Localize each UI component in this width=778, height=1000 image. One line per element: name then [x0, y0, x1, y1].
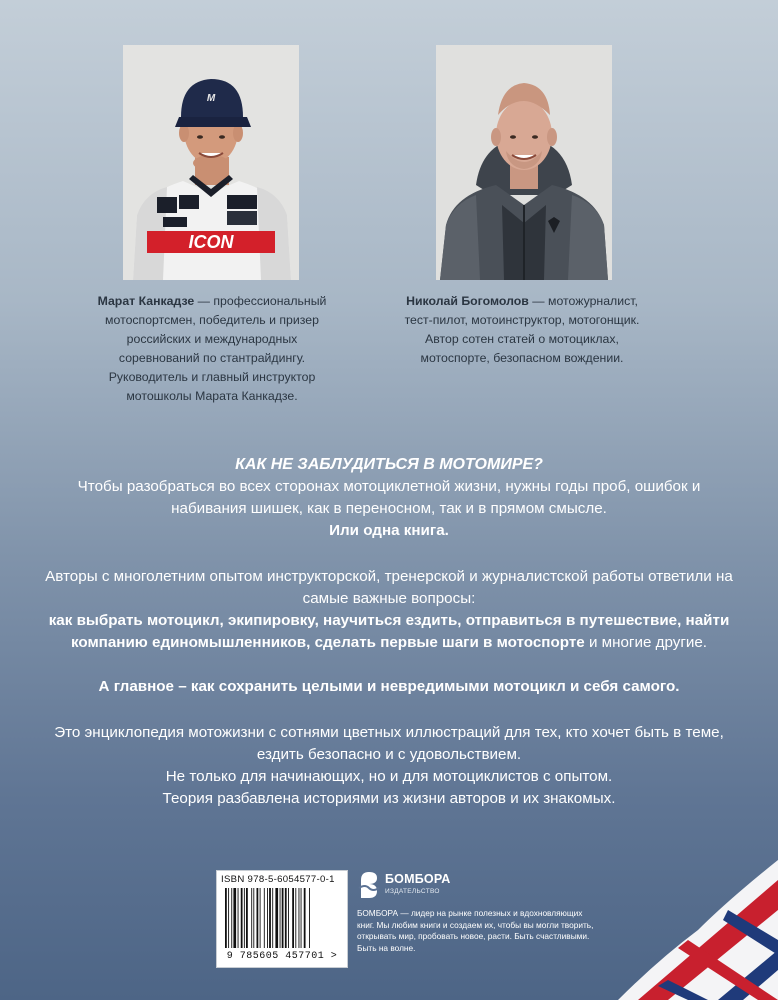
barcode-bars — [223, 888, 341, 948]
blurb-paragraph: Не только для начинающих, но и для мотоциклистов с опытом. — [165, 768, 613, 785]
barcode-bar — [257, 888, 259, 948]
bombora-wave-icon — [357, 868, 381, 900]
barcode-bar — [228, 888, 229, 948]
barcode-bar — [225, 888, 227, 948]
barcode-bar — [304, 888, 306, 948]
barcode-digits: 9 785605 457701 > — [226, 951, 338, 962]
barcode-bar — [288, 888, 289, 948]
barcode-bar — [264, 888, 265, 948]
blurb-paragraph: Теория разбавлена историями из жизни авторов и их знакомых. — [162, 790, 616, 807]
barcode-bar — [260, 888, 261, 948]
blurb-paragraph: Это энциклопедия мотожизни с сотнями цветных иллюстраций для тех, кто хочет быть в теме, ездить безопасно и с удовольствием. — [54, 724, 724, 763]
isbn-barcode — [216, 870, 348, 968]
barcode-bar — [282, 888, 284, 948]
publisher-note: БОМБОРА — лидер на рынке полезных и вдохновляющих книг. Мы любим книги и создаем их, чтобы вы могли творить, открывать мир, пробовать новое, расти. Быть счастливыми. Быть на волне. — [357, 908, 594, 953]
author-bio-bogomolov — [402, 292, 642, 368]
publisher-logo — [357, 868, 477, 904]
blurb-key-message: А главное – как сохранить целыми и невредимыми мотоцикл и себя самого. — [98, 678, 680, 695]
barcode-bar — [275, 888, 278, 948]
publisher-name: БОМБОРА — [385, 872, 451, 886]
svg-text:M: M — [206, 93, 216, 104]
isbn-label: ISBN 978-5-6054577-0-1 — [221, 874, 335, 885]
blurb-text: и многие другие. — [584, 634, 708, 651]
barcode-bar — [267, 888, 268, 948]
barcode-bar — [251, 888, 252, 948]
author-photo-bogomolov — [436, 45, 612, 280]
barcode-bar — [272, 888, 273, 948]
barcode-bar — [244, 888, 245, 948]
barcode-bar — [231, 888, 232, 948]
blurb-paragraph: Чтобы разобраться во всех сторонах мотоциклетной жизни, нужны годы проб, ошибок и набивания шишек, как в переносном, так и в прямом смысле. — [77, 478, 701, 517]
blurb-headline: КАК НЕ ЗАБЛУДИТЬСЯ В МОТОМИРЕ? — [235, 456, 543, 473]
barcode-bar — [285, 888, 287, 948]
barcode-bar — [246, 888, 248, 948]
barcode-bar — [292, 888, 294, 948]
blurb-text: Авторы с многолетним опытом инструкторской, тренерской и журналистской работы ответили на самые важные вопросы: — [45, 568, 733, 607]
author-bio-text: — профессиональный мотоспортсмен, победитель и призер российских и международных соревнований по стантрайдингу. Руководитель и главный инструктор мотошколы Марата Канкадзе. — [105, 294, 327, 403]
author-name: Николай Богомолов — [406, 294, 529, 308]
barcode-bar — [253, 888, 254, 948]
blurb-paragraph — [40, 566, 738, 654]
barcode-bar — [280, 888, 281, 948]
blurb-emphasis: Или одна книга. — [329, 522, 449, 539]
author-photo-kankadze — [123, 45, 299, 280]
author-bio-text: — мотожурналист, тест-пилот, мотоинструктор, мотогонщик. Автор сотен статей о мотоциклах, мотоспорте, безопасном вождении. — [404, 294, 640, 365]
author-bio-kankadze — [92, 292, 332, 406]
blurb-emphasis: как выбрать мотоцикл, экипировку, научиться ездить, отправиться в путешествие, найти компанию единомышленников, сделать первые шаги в мотоспорте — [48, 612, 730, 651]
publisher-subtitle: ИЗДАТЕЛЬСТВО — [385, 888, 440, 895]
flag-decoration — [578, 840, 778, 1000]
barcode-bar — [241, 888, 243, 948]
barcode-bar — [301, 888, 302, 948]
barcode-bar — [233, 888, 236, 948]
barcode-bar — [295, 888, 296, 948]
book-blurb — [40, 454, 738, 810]
barcode-bar — [238, 888, 239, 948]
barcode-bar — [299, 888, 300, 948]
barcode-bar — [269, 888, 271, 948]
jersey-text: ICON — [188, 232, 234, 252]
author-name: Марат Канкадзе — [97, 294, 195, 308]
author-portrait-kankadze — [123, 45, 299, 280]
barcode-bar — [309, 888, 310, 948]
author-portrait-bogomolov — [436, 45, 612, 280]
